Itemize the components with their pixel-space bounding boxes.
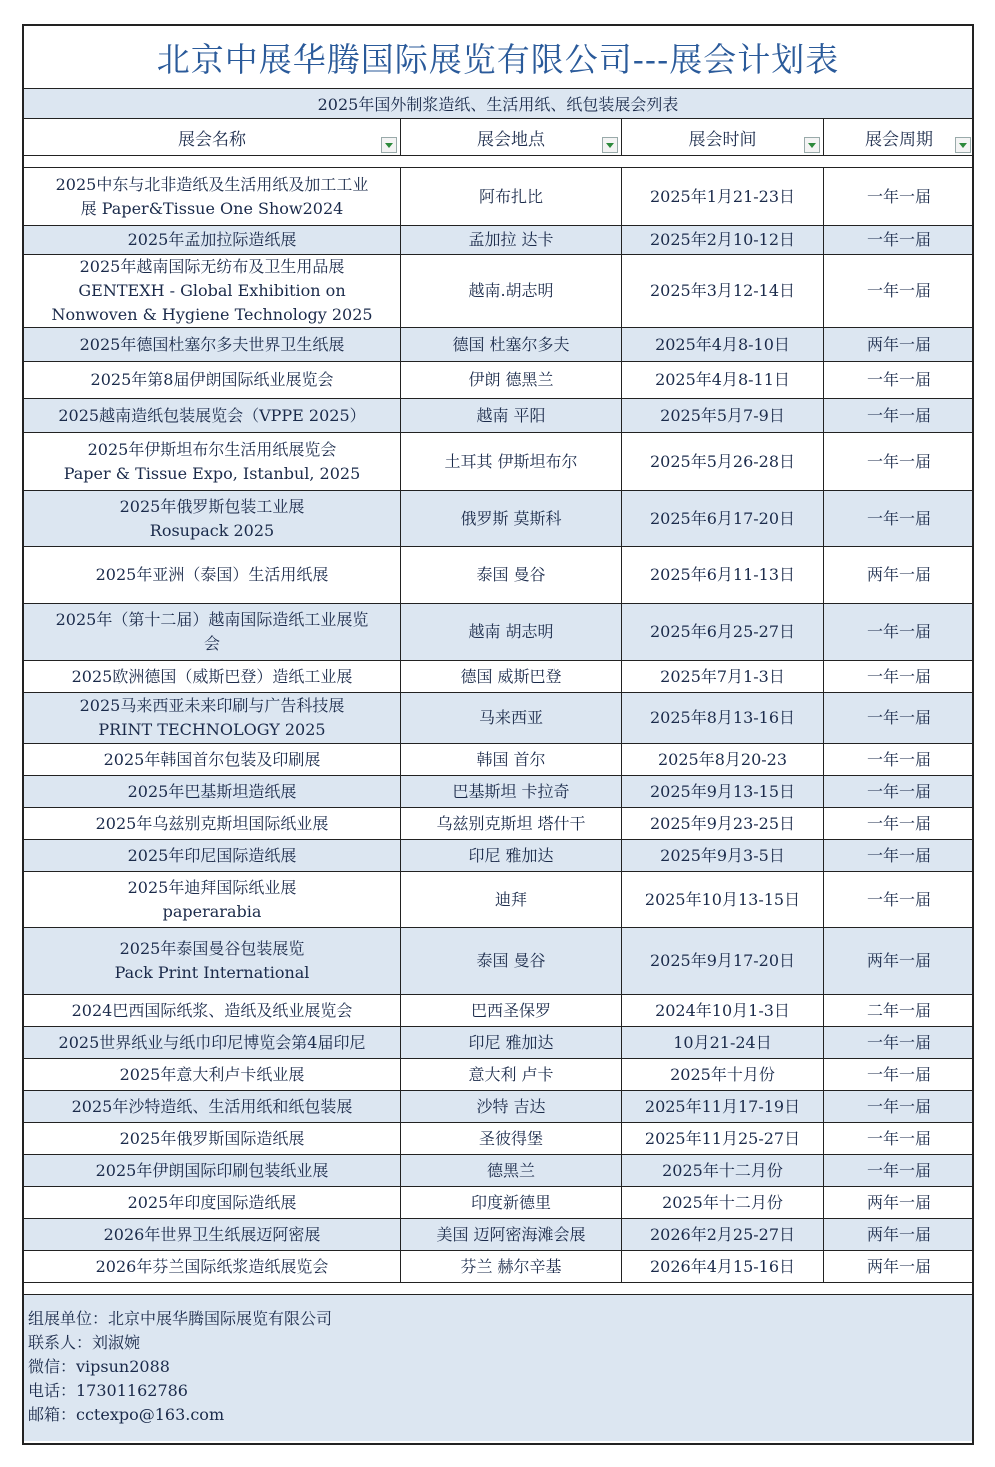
cell-location: 芬兰 赫尔辛基	[401, 1251, 622, 1282]
cell-date: 2025年7月1-3日	[622, 661, 824, 692]
cell-cycle: 一年一届	[866, 666, 931, 686]
cell-exhibition-name	[24, 1059, 401, 1090]
table-header	[24, 119, 972, 156]
cell-cycle: 一年一届	[866, 1096, 931, 1116]
table-row	[24, 1155, 972, 1187]
table-row	[24, 872, 972, 928]
name-line: 2025年伊斯坦布尔生活用纸展览会	[87, 439, 337, 459]
cell-cycle: 两年一届	[866, 1224, 931, 1244]
cell-exhibition-name	[24, 661, 401, 692]
cell-exhibition-name	[24, 1187, 401, 1218]
cell-location: 土耳其 伊斯坦布尔	[401, 433, 622, 490]
name-line: 2025年伊朗国际印刷包装纸业展	[95, 1160, 329, 1180]
name-line: Nonwoven & Hygiene Technology 2025	[51, 305, 373, 324]
name-line: GENTEXH - Global Exhibition on	[78, 281, 346, 300]
table-row	[24, 840, 972, 872]
page-title: 北京中展华腾国际展览有限公司---展会计划表	[24, 26, 972, 89]
cell-exhibition-name	[24, 433, 401, 490]
cell-date: 2025年4月8-10日	[622, 328, 824, 361]
cell-location: 印度新德里	[401, 1187, 622, 1218]
name-line: 2025年孟加拉际造纸展	[127, 230, 297, 249]
name-line: 2025年乌兹别克斯坦国际纸业展	[95, 813, 329, 833]
table-row	[24, 693, 972, 744]
cell-date: 2025年11月17-19日	[622, 1091, 824, 1122]
cell-exhibition-name	[24, 491, 401, 546]
name-line: Paper & Tissue Expo, Istanbul, 2025	[63, 463, 361, 483]
cell-cycle: 一年一届	[866, 1160, 931, 1180]
cell-cycle: 一年一届	[866, 781, 931, 801]
cell-cycle: 一年一届	[866, 813, 931, 833]
cell-location: 孟加拉 达卡	[401, 226, 622, 254]
name-line: 2025年亚洲（泰国）生活用纸展	[95, 565, 329, 584]
cell-location: 阿布扎比	[401, 168, 622, 225]
cell-cycle: 两年一届	[866, 565, 931, 584]
cell-date: 10月21-24日	[622, 1027, 824, 1058]
cell-exhibition-name	[24, 1155, 401, 1186]
cell-location: 圣彼得堡	[401, 1123, 622, 1154]
table-row	[24, 433, 972, 491]
cell-date: 2026年4月15-16日	[622, 1251, 824, 1282]
cell-cycle: 一年一届	[866, 230, 931, 249]
name-line: 2025中东与北非造纸及生活用纸及加工工业	[55, 174, 369, 194]
cell-exhibition-name	[24, 928, 401, 994]
name-line: 2025越南造纸包装展览会（VPPE 2025）	[58, 405, 366, 425]
cell-location: 巴西圣保罗	[401, 995, 622, 1026]
cell-location: 意大利 卢卡	[401, 1059, 622, 1090]
filter-dropdown-icon[interactable]	[804, 137, 820, 153]
cell-cycle: 一年一届	[866, 1032, 931, 1052]
table-row	[24, 808, 972, 840]
cell-location: 德国 威斯巴登	[401, 661, 622, 692]
cell-cycle: 一年一届	[866, 451, 931, 471]
table-row	[24, 995, 972, 1027]
cell-cycle: 两年一届	[866, 334, 931, 354]
cell-cycle: 一年一届	[866, 1128, 931, 1148]
table-row	[24, 661, 972, 693]
name-line: 2025年泰国曼谷包装展览	[119, 939, 305, 958]
name-line: 2025年德国杜塞尔多夫世界卫生纸展	[79, 334, 345, 354]
name-line: 2026年芬兰国际纸浆造纸展览会	[95, 1256, 329, 1276]
cell-cycle: 一年一届	[866, 845, 931, 865]
cell-cycle: 两年一届	[866, 951, 931, 970]
cell-location: 沙特 吉达	[401, 1091, 622, 1122]
table-subtitle: 2025年国外制浆造纸、生活用纸、纸包装展会列表	[24, 89, 972, 119]
cell-cycle: 一年一届	[866, 749, 931, 769]
cell-date: 2025年5月26-28日	[622, 433, 824, 490]
table-row	[24, 362, 972, 399]
name-line: Rosupack 2025	[149, 520, 275, 540]
table-row	[24, 1059, 972, 1091]
cell-cycle: 一年一届	[866, 508, 931, 528]
cell-exhibition-name	[24, 1091, 401, 1122]
cell-cycle: 一年一届	[866, 405, 931, 425]
name-line: 2024巴西国际纸浆、造纸及纸业展览会	[71, 1000, 353, 1020]
cell-exhibition-name	[24, 995, 401, 1026]
table-bottom-gap	[24, 1283, 972, 1295]
cell-date: 2025年8月13-16日	[622, 693, 824, 743]
name-line: 2025年巴基斯坦造纸展	[127, 781, 297, 801]
cell-exhibition-name	[24, 1251, 401, 1282]
cell-date: 2024年10月1-3日	[622, 995, 824, 1026]
filter-dropdown-icon[interactable]	[381, 137, 397, 153]
footer-line: 邮箱：cctexpo@163.com	[28, 1405, 225, 1424]
name-line: 2025年俄罗斯国际造纸展	[119, 1128, 305, 1148]
cell-location: 越南 平阳	[401, 399, 622, 432]
cell-exhibition-name	[24, 362, 401, 398]
cell-date: 2025年9月17-20日	[622, 928, 824, 994]
cell-exhibition-name	[24, 1219, 401, 1250]
cell-exhibition-name	[24, 744, 401, 775]
cell-location: 德国 杜塞尔多夫	[401, 328, 622, 361]
name-line: 2025年印尼国际造纸展	[127, 845, 297, 865]
table-row	[24, 604, 972, 661]
cell-date: 2025年3月12-14日	[622, 255, 824, 327]
table-row	[24, 1091, 972, 1123]
table-row	[24, 1027, 972, 1059]
name-line: 2025年（第十二届）越南国际造纸工业展览	[55, 610, 369, 629]
cell-exhibition-name	[24, 872, 401, 927]
cell-exhibition-name	[24, 776, 401, 807]
cell-date: 2025年5月7-9日	[622, 399, 824, 432]
table-row	[24, 226, 972, 255]
name-line: Pack Print International	[114, 963, 310, 982]
name-line: PRINT TECHNOLOGY 2025	[98, 720, 326, 739]
cell-date: 2025年11月25-27日	[622, 1123, 824, 1154]
cell-date: 2025年8月20-23	[622, 744, 824, 775]
cell-date: 2025年9月3-5日	[622, 840, 824, 871]
name-line: 2025年俄罗斯包装工业展	[119, 496, 305, 516]
table-row	[24, 255, 972, 328]
name-line: 2025年迪拜国际纸业展	[127, 877, 297, 897]
cell-date: 2025年2月10-12日	[622, 226, 824, 254]
table-row	[24, 744, 972, 776]
cell-cycle: 一年一届	[866, 622, 931, 641]
cell-exhibition-name	[24, 840, 401, 871]
cell-location: 印尼 雅加达	[401, 840, 622, 871]
table-row	[24, 1219, 972, 1251]
cell-location: 泰国 曼谷	[401, 928, 622, 994]
cell-date: 2025年6月25-27日	[622, 604, 824, 660]
cell-date: 2025年1月21-23日	[622, 168, 824, 225]
cell-exhibition-name	[24, 399, 401, 432]
name-line: 2026年世界卫生纸展迈阿密展	[103, 1224, 321, 1244]
filter-dropdown-icon[interactable]	[955, 137, 971, 153]
filter-dropdown-icon[interactable]	[602, 137, 618, 153]
footer-line: 联系人：刘淑婉	[28, 1333, 141, 1352]
cell-exhibition-name	[24, 547, 401, 603]
exhibition-sheet	[22, 24, 974, 1445]
table-row	[24, 928, 972, 995]
contact-footer	[24, 1295, 972, 1441]
name-line: 会	[203, 634, 220, 653]
cell-date: 2025年十月份	[622, 1059, 824, 1090]
table-row	[24, 1251, 972, 1283]
cell-cycle: 二年一届	[866, 1000, 931, 1020]
table-body	[24, 168, 972, 1283]
cell-location: 泰国 曼谷	[401, 547, 622, 603]
cell-location: 乌兹别克斯坦 塔什干	[401, 808, 622, 839]
table-row	[24, 328, 972, 362]
cell-exhibition-name	[24, 604, 401, 660]
cell-date: 2025年9月23-25日	[622, 808, 824, 839]
cell-location: 印尼 雅加达	[401, 1027, 622, 1058]
name-line: 展 Paper&Tissue One Show2024	[80, 198, 344, 218]
footer-line: 组展单位：北京中展华腾国际展览有限公司	[28, 1309, 333, 1328]
table-row	[24, 491, 972, 547]
cell-exhibition-name	[24, 255, 401, 327]
cell-cycle: 两年一届	[866, 1256, 931, 1276]
cell-location: 伊朗 德黑兰	[401, 362, 622, 398]
table-row	[24, 776, 972, 808]
table-row	[24, 547, 972, 604]
cell-location: 德黑兰	[401, 1155, 622, 1186]
cell-exhibition-name	[24, 1027, 401, 1058]
cell-exhibition-name	[24, 328, 401, 361]
header-name: 展会名称	[24, 119, 401, 155]
name-line: 2025年第8届伊朗国际纸业展览会	[90, 370, 334, 389]
name-line: 2025年沙特造纸、生活用纸和纸包装展	[71, 1096, 353, 1116]
header-date: 展会时间	[622, 119, 824, 155]
cell-exhibition-name	[24, 693, 401, 743]
name-line: 2025马来西亚未来印刷与广告科技展	[79, 696, 345, 715]
cell-location: 韩国 首尔	[401, 744, 622, 775]
cell-date: 2025年9月13-15日	[622, 776, 824, 807]
header-cycle: 展会周期	[824, 119, 974, 155]
footer-line: 微信：vipsun2088	[28, 1357, 170, 1376]
cell-location: 越南.胡志明	[401, 255, 622, 327]
table-row	[24, 168, 972, 226]
name-line: paperarabia	[162, 901, 262, 921]
cell-cycle: 两年一届	[866, 1192, 931, 1212]
header-gap	[24, 156, 972, 168]
cell-date: 2025年10月13-15日	[622, 872, 824, 927]
cell-cycle: 一年一届	[866, 370, 931, 389]
name-line: 2025世界纸业与纸巾印尼博览会第4届印尼	[58, 1032, 366, 1052]
table-row	[24, 1187, 972, 1219]
name-line: 2025年越南国际无纺布及卫生用品展	[79, 257, 345, 276]
cell-exhibition-name	[24, 1123, 401, 1154]
cell-exhibition-name	[24, 808, 401, 839]
table-row	[24, 399, 972, 433]
cell-location: 马来西亚	[401, 693, 622, 743]
cell-location: 越南 胡志明	[401, 604, 622, 660]
name-line: 2025年印度国际造纸展	[127, 1192, 297, 1212]
cell-cycle: 一年一届	[866, 281, 931, 300]
cell-date: 2026年2月25-27日	[622, 1219, 824, 1250]
name-line: 2025欧洲德国（威斯巴登）造纸工业展	[71, 666, 353, 686]
name-line: 2025年意大利卢卡纸业展	[119, 1064, 305, 1084]
cell-cycle: 一年一届	[866, 889, 931, 909]
cell-cycle: 一年一届	[866, 1064, 931, 1084]
cell-location: 巴基斯坦 卡拉奇	[401, 776, 622, 807]
footer-line: 电话：17301162786	[28, 1381, 188, 1400]
cell-cycle: 一年一届	[866, 708, 931, 727]
cell-date: 2025年6月11-13日	[622, 547, 824, 603]
cell-date: 2025年十二月份	[622, 1187, 824, 1218]
cell-exhibition-name	[24, 226, 401, 254]
name-line: 2025年韩国首尔包装及印刷展	[103, 749, 321, 769]
cell-location: 俄罗斯 莫斯科	[401, 491, 622, 546]
cell-exhibition-name	[24, 168, 401, 225]
cell-cycle: 一年一届	[866, 186, 931, 206]
cell-date: 2025年十二月份	[622, 1155, 824, 1186]
table-row	[24, 1123, 972, 1155]
cell-location: 迪拜	[401, 872, 622, 927]
header-location: 展会地点	[401, 119, 622, 155]
cell-location: 美国 迈阿密海滩会展	[401, 1219, 622, 1250]
cell-date: 2025年4月8-11日	[622, 362, 824, 398]
cell-date: 2025年6月17-20日	[622, 491, 824, 546]
